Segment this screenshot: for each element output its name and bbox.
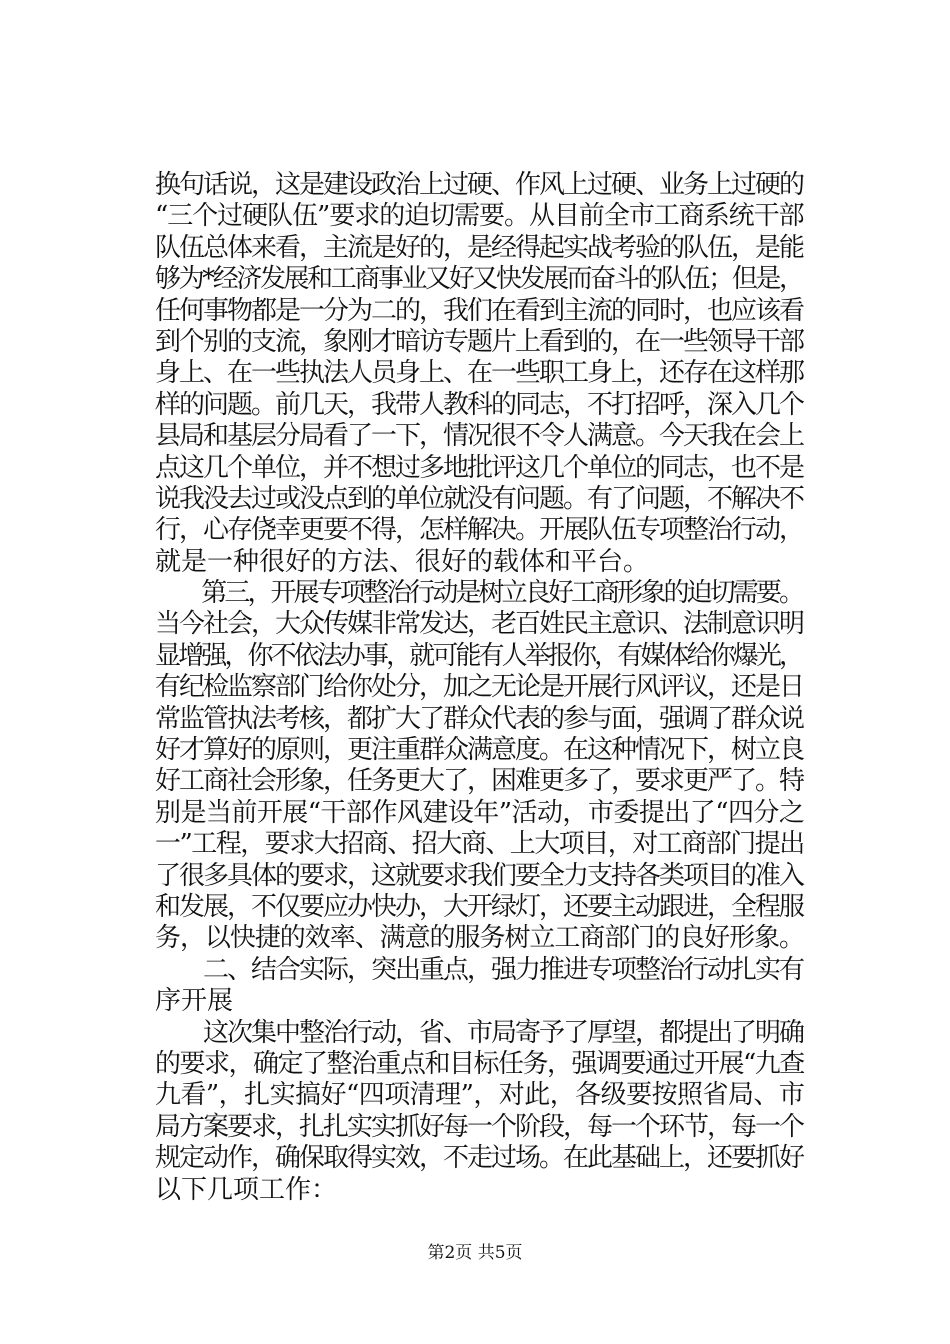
text-line: 够为*经济发展和工商事业又好又快发展而奋斗的队伍；但是， <box>155 264 803 295</box>
text-line: 好工商社会形象，任务更大了，困难更多了，要求更严了。特 <box>155 766 804 797</box>
text-line: 一”工程，要求大招商、招大商、上大项目，对工商部门提出 <box>155 829 804 860</box>
text-line: 县局和基层分局看了一下，情况很不令人满意。今天我在会上 <box>155 421 804 452</box>
text-line: 好才算好的原则，更注重群众满意度。在这种情况下，树立良 <box>155 735 804 766</box>
text-line: 九看”，扎实搞好“四项清理”，对此，各级要按照省局、市 <box>155 1080 805 1111</box>
text-line: 到个别的支流，象刚才暗访专题片上看到的，在一些领导干部 <box>155 326 804 357</box>
text-line: 任何事物都是一分为二的，我们在看到主流的同时，也应该看 <box>155 295 804 326</box>
text-line: 局方案要求，扎扎实实抓好每一个阶段，每一个环节，每一个 <box>155 1111 804 1142</box>
text-line: 显增强，你不依法办事，就可能有人举报你，有媒体给你爆光， <box>155 640 803 671</box>
text-line: 这次集中整治行动，省、市局寄予了厚望，都提出了明确 <box>155 1017 804 1048</box>
text-line: 队伍总体来看，主流是好的，是经得起实战考验的队伍，是能 <box>155 232 804 263</box>
text-line: 二、结合实际，突出重点，强力推进专项整治行动扎实有 <box>155 954 804 985</box>
text-line: 换句话说，这是建设政治上过硬、作风上过硬、业务上过硬的 <box>155 170 804 200</box>
text-line: 了很多具体的要求，这就要求我们要全力支持各类项目的准入 <box>155 860 804 891</box>
text-line: 以下几项工作： <box>155 1174 338 1205</box>
text-line: 常监管执法考核，都扩大了群众代表的参与面，强调了群众说 <box>155 703 804 734</box>
text-line: 有纪检监察部门给你处分，加之无论是开展行风评议，还是日 <box>155 672 804 703</box>
text-line: 行，心存侥幸更要不得，怎样解决。开展队伍专项整治行动， <box>155 515 804 546</box>
text-line: 务，以快捷的效率、满意的服务树立工商部门的良好形象。 <box>155 923 804 954</box>
text-line: 和发展，不仅要应办快办，大开绿灯，还要主动跟进，全程服 <box>155 891 804 922</box>
text-line: 说我没去过或没点到的单位就没有问题。有了问题，不解决不 <box>155 483 804 514</box>
page-number-footer: 第2页 共5页 <box>427 1243 523 1263</box>
text-line: 别是当前开展“干部作风建设年”活动，市委提出了“四分之 <box>155 797 805 828</box>
text-line: 第三，开展专项整治行动是树立良好工商形象的迫切需要。 <box>155 578 803 609</box>
text-line: 序开展 <box>155 986 234 1017</box>
text-line: 就是一种很好的方法、很好的载体和平台。 <box>155 546 650 577</box>
text-line: 点这几个单位，并不想过多地批评这几个单位的同志，也不是 <box>155 452 804 483</box>
text-line: “三个过硬队伍”要求的迫切需要。从目前全市工商系统干部 <box>155 201 804 232</box>
text-line: 身上、在一些执法人员身上、在一些职工身上，还存在这样那 <box>155 358 804 389</box>
document-body <box>155 170 805 1206</box>
text-line: 的要求，确定了整治重点和目标任务，强调要通过开展“九查 <box>155 1048 804 1079</box>
text-line: 样的问题。前几天，我带人教科的同志，不打招呼，深入几个 <box>155 389 804 420</box>
text-line: 规定动作，确保取得实效，不走过场。在此基础上，还要抓好 <box>155 1143 804 1174</box>
text-line: 当今社会，大众传媒非常发达，老百姓民主意识、法制意识明 <box>155 609 804 640</box>
